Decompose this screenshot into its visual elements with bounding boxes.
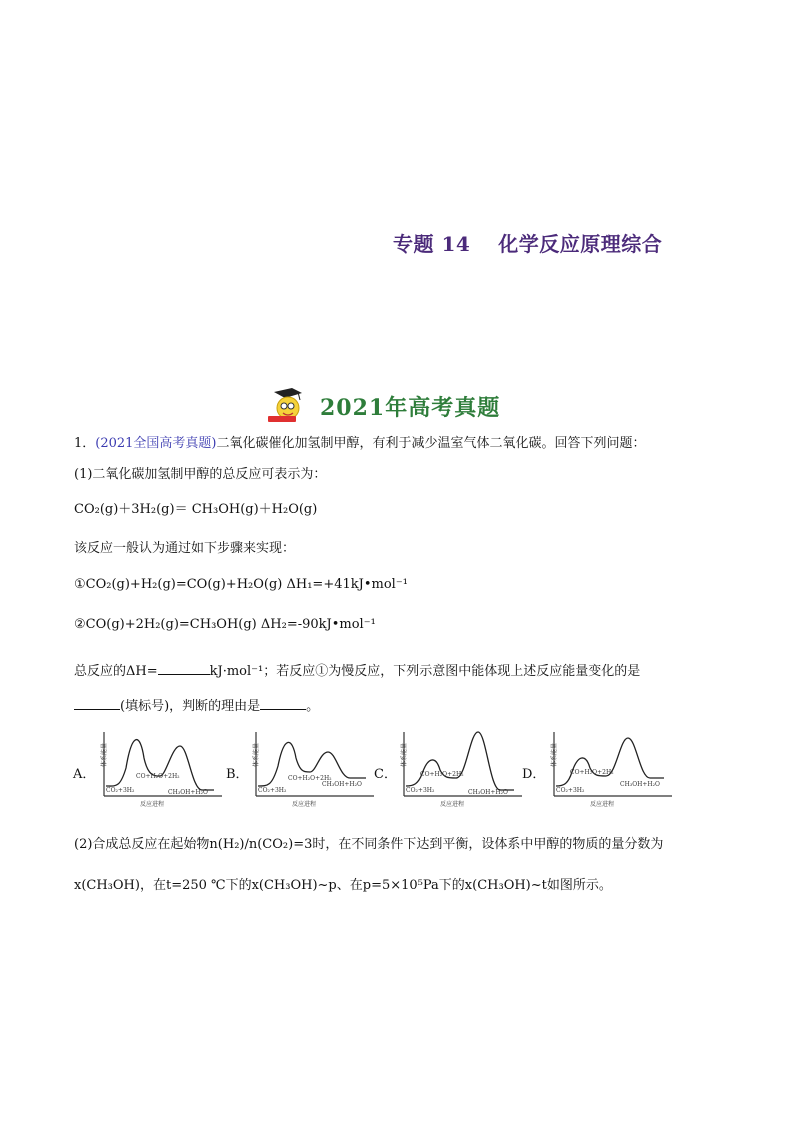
q-period: 。 xyxy=(306,699,320,714)
steps-intro: 该反应一般认为通过如下步骤来实现： xyxy=(74,541,296,556)
q-dh-prefix: 总反应的ΔH= xyxy=(74,664,158,679)
part2-line1: (2)合成总反应在起始物n(H₂)/n(CO₂)=3时，在不同条件下达到平衡，设体系中甲醇的物质的量分数为 xyxy=(74,837,664,852)
option-a-label[interactable]: A． xyxy=(73,767,96,782)
diagram-ylabel: 体系能量 xyxy=(101,742,108,767)
step2-reaction: ②CO(g)+2H₂(g)=CH₃OH(g) ΔH₂=-90kJ•mol⁻¹ xyxy=(74,617,376,632)
diagram-mid-label: CO+H₂O+2H₂ xyxy=(288,775,332,782)
diagram-start-label: CO₂+3H₂ xyxy=(258,787,287,794)
q1-intro: 二氧化碳催化加氢制甲醇，有利于减少温室气体二氧化碳。回答下列问题： xyxy=(216,436,646,451)
banner-title: 2021年高考真题 xyxy=(320,394,501,421)
q1-source: (2021全国高考真题) xyxy=(95,436,217,451)
diagram-mid-label: CO+H₂O+2H₂ xyxy=(570,769,614,776)
part1-intro: (1)二氧化碳加氢制甲醇的总反应可表示为： xyxy=(74,467,327,482)
reason-answer-blank[interactable] xyxy=(260,695,306,710)
section-banner xyxy=(258,386,500,426)
mascot-with-graduation-cap-icon xyxy=(258,386,314,426)
q1-intro-line xyxy=(74,435,646,453)
dh-answer-blank[interactable] xyxy=(158,660,210,675)
topic-number: 专题 14 xyxy=(393,232,471,256)
diagram-end-label: CH₃OH+H₂O xyxy=(322,781,362,788)
q-dh-line xyxy=(74,660,640,681)
diagram-xlabel: 反应进程 xyxy=(292,801,317,808)
diagram-end-label: CH₃OH+H₂O xyxy=(468,789,508,796)
diagram-xlabel: 反应进程 xyxy=(440,801,465,808)
part2-line2: x(CH₃OH)，在t=250 ℃下的x(CH₃OH)~p、在p=5×10⁵Pa下的x(CH₃OH)~t如图所示。 xyxy=(74,878,612,893)
q-choice-suffix: (填标号)，判断的理由是 xyxy=(120,699,261,714)
option-d-label[interactable]: D． xyxy=(522,767,546,782)
total-reaction: CO₂(g)＋3H₂(g)＝ CH₃OH(g)＋H₂O(g) xyxy=(74,502,318,517)
diagram-start-label: CO₂+3H₂ xyxy=(106,787,135,794)
option-c-label[interactable]: C． xyxy=(374,767,397,782)
energy-diagram-c xyxy=(390,728,526,808)
diagram-ylabel: 体系能量 xyxy=(551,742,558,767)
diagram-xlabel: 反应进程 xyxy=(140,801,165,808)
diagram-ylabel: 体系能量 xyxy=(253,742,260,767)
energy-diagram-a xyxy=(90,728,226,808)
choice-answer-blank[interactable] xyxy=(74,695,120,710)
q-dh-unit: kJ·mol⁻¹；若反应①为慢反应，下列示意图中能体现上述反应能量变化的是 xyxy=(209,664,641,679)
topic-name: 化学反应原理综合 xyxy=(498,232,663,256)
q1-number: 1． xyxy=(74,436,96,451)
diagram-mid-label: CO+H₂O+2H₂ xyxy=(420,771,464,778)
diagram-start-label: CO₂+3H₂ xyxy=(556,787,585,794)
diagram-start-label: CO₂+3H₂ xyxy=(406,787,435,794)
option-b-label[interactable]: B． xyxy=(226,767,249,782)
diagram-end-label: CH₃OH+H₂O xyxy=(620,781,660,788)
energy-diagram-d xyxy=(540,728,676,808)
diagram-xlabel: 反应进程 xyxy=(590,801,615,808)
diagram-mid-label: CO+H₂O+2H₂ xyxy=(136,773,180,780)
step1-reaction: ①CO₂(g)+H₂(g)=CO(g)+H₂O(g) ΔH₁=+41kJ•mol⁻¹ xyxy=(74,577,408,592)
energy-diagram-b xyxy=(242,728,378,808)
diagram-end-label: CH₃OH+H₂O xyxy=(168,789,208,796)
page-title xyxy=(393,228,662,257)
diagram-ylabel: 体系能量 xyxy=(401,742,408,767)
q-choice-line xyxy=(74,695,319,716)
